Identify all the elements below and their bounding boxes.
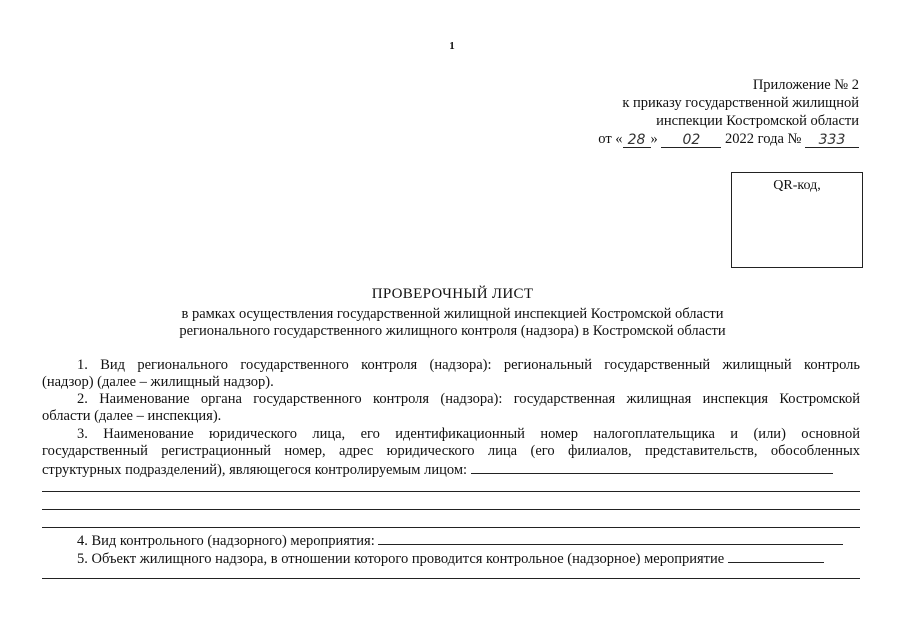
control-event-type-field[interactable] [378, 531, 843, 545]
item-3-line-2: государственный регистрационный номер, адрес юридического лица (его филиалов, представительств, обособленных [42, 443, 860, 459]
document-subtitle-2: регионального государственного жилищного контроля (надзора) в Костромской области [179, 323, 726, 339]
number-value: 333 [818, 132, 846, 148]
item-1-line-2: (надзор) (далее – жилищный надзор). [42, 374, 274, 390]
item-2-line-1: 2. Наименование органа государственного контроля (надзора): государственная жилищная инспекция Костромской [77, 391, 860, 407]
date-prefix: от « [598, 131, 623, 147]
number-field [805, 131, 859, 148]
page-number: 1 [449, 40, 455, 52]
year-text: 2022 года № [725, 131, 802, 147]
document-title: ПРОВЕРОЧНЫЙ ЛИСТ [371, 286, 534, 302]
item-5-line: 5. Объект жилищного надзора, в отношении которого проводится контрольное (надзорное) мероприятие [42, 549, 860, 568]
item-4-line: 4. Вид контрольного (надзорного) мероприятия: [42, 531, 860, 550]
blank-line-1[interactable] [42, 491, 860, 492]
day-value: 28 [627, 132, 646, 148]
appendix-line-2: к приказу государственной жилищной [622, 95, 859, 111]
controlled-entity-field[interactable] [471, 460, 833, 474]
blank-line-3[interactable] [42, 527, 860, 528]
blank-line-4[interactable] [42, 578, 860, 579]
item-3-line-3: структурных подразделений), являющегося контролируемым лицом: [42, 460, 860, 479]
item-2-line-2: области (далее – инспекция). [42, 408, 222, 424]
item-1-line-1: 1. Вид регионального государственного контроля (надзора): региональный государственный жилищный контроль [77, 357, 860, 373]
document-subtitle-1: в рамках осуществления государственной жилищной инспекцией Костромской области [181, 306, 724, 322]
day-field [623, 131, 651, 148]
supervision-object-field[interactable] [728, 549, 824, 563]
qr-code-box [731, 172, 863, 268]
item-3-line-1: 3. Наименование юридического лица, его идентификационный номер налогоплательщика и (или) основной [77, 426, 860, 442]
date-quote-close: » [650, 131, 658, 147]
appendix-date-line [598, 130, 859, 148]
appendix-line-1: Приложение № 2 [752, 77, 859, 93]
appendix-line-3: инспекции Костромской области [656, 113, 859, 129]
month-value: 02 [682, 132, 701, 148]
blank-line-2[interactable] [42, 509, 860, 510]
month-field [661, 131, 721, 148]
qr-code-label: QR-код, [773, 178, 821, 193]
